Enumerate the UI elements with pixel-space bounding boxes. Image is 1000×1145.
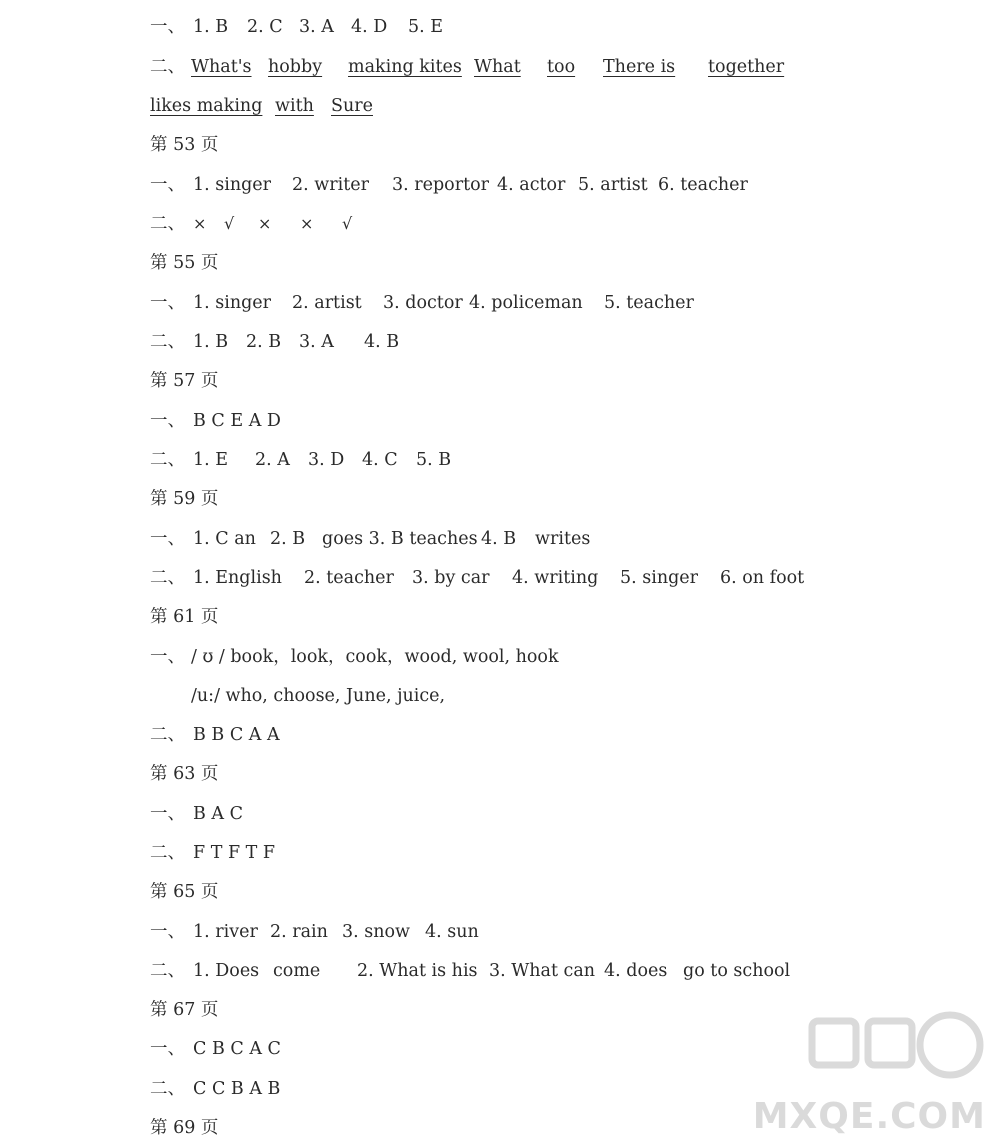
page-number: 第 55 页 <box>150 253 219 273</box>
answer-item: Sure <box>331 96 373 116</box>
cross-mark: × <box>300 214 314 233</box>
page-number: 第 69 页 <box>150 1118 219 1138</box>
page-number: 第 61 页 <box>150 607 219 627</box>
section-label: 二、 <box>150 332 185 352</box>
answer-item: 4. writing <box>512 568 599 588</box>
page-number: 第 63 页 <box>150 764 219 784</box>
answer-item: 5. B <box>416 450 452 470</box>
section-label: 一、 <box>150 922 185 942</box>
cross-mark: × <box>258 214 272 233</box>
answer-item: go to school <box>683 961 791 981</box>
page-number: 第 57 页 <box>150 371 219 391</box>
section-label: 一、 <box>150 529 185 549</box>
answer-item: 2. artist <box>292 293 362 313</box>
page-number: 第 53 页 <box>150 135 219 155</box>
answer-item: 5. teacher <box>604 293 694 313</box>
answer-line <box>0 170 1000 200</box>
answer-item: 1. singer <box>193 293 272 313</box>
answer-item: 6. teacher <box>658 175 748 195</box>
check-mark: √ <box>342 214 353 233</box>
page-number: 第 65 页 <box>150 882 219 902</box>
answer-item: 5. singer <box>620 568 699 588</box>
answer-line <box>0 209 1000 239</box>
answer-item: together <box>708 57 785 77</box>
answer-item: 4. does <box>604 961 668 981</box>
answer-item: 2. B <box>270 529 306 549</box>
answer-line <box>0 799 1000 829</box>
section-label: 二、 <box>150 1079 185 1099</box>
answer-line <box>0 327 1000 357</box>
page-heading <box>0 602 1000 632</box>
section-label: 一、 <box>150 411 185 431</box>
answer-item: 3. by car <box>412 568 490 588</box>
answer-item: 2. C <box>247 17 283 37</box>
answer-item: C B C A C <box>193 1039 281 1059</box>
answer-item: 1. E <box>193 450 229 470</box>
page-heading <box>0 877 1000 907</box>
answer-item: likes making <box>150 96 263 116</box>
answer-item: hobby <box>268 57 323 77</box>
answer-item: 2. A <box>255 450 290 470</box>
check-mark: √ <box>224 214 235 233</box>
section-label: 二、 <box>150 568 185 588</box>
page-heading <box>0 130 1000 160</box>
answer-item: F T F T F <box>193 843 276 863</box>
answer-item: 3. A <box>299 332 334 352</box>
answer-item: 3. A <box>299 17 334 37</box>
answer-line <box>0 12 1000 42</box>
answer-item: 1. singer <box>193 175 272 195</box>
page-heading <box>0 248 1000 278</box>
page-heading <box>0 366 1000 396</box>
answer-item: 6. on foot <box>720 568 805 588</box>
answer-item: B C E A D <box>193 411 281 431</box>
answer-line <box>0 91 1000 121</box>
watermark-domain: MXQE.COM <box>752 1096 986 1137</box>
answer-item: 4. B <box>481 529 517 549</box>
answer-line <box>0 642 1000 672</box>
answer-item: 3. D <box>308 450 345 470</box>
answer-item: /u:/ who, choose, June, juice, <box>191 686 446 706</box>
answer-line <box>0 720 1000 750</box>
answer-item: with <box>275 96 314 116</box>
answer-item: B A C <box>193 804 244 824</box>
page-number: 第 59 页 <box>150 489 219 509</box>
answer-item: 4. B <box>364 332 400 352</box>
answer-line <box>0 917 1000 947</box>
answer-item: 1. English <box>193 568 282 588</box>
answer-item: C C B A B <box>193 1079 281 1099</box>
cross-mark: × <box>193 214 207 233</box>
answer-item: 3. snow <box>342 922 411 942</box>
answer-item: 1. river <box>193 922 258 942</box>
answer-item: making kites <box>348 57 462 77</box>
section-label: 一、 <box>150 647 185 667</box>
answer-item: / ʊ / book，look，cook，wood, wool, hook <box>191 647 559 667</box>
answer-item: 2. teacher <box>304 568 394 588</box>
answer-item: B B C A A <box>193 725 280 745</box>
answer-item: There is <box>603 57 676 77</box>
answer-item: 5. E <box>408 17 444 37</box>
section-label: 二、 <box>150 57 185 77</box>
answer-item: What's <box>191 57 252 77</box>
answer-item: too <box>547 57 576 77</box>
section-label: 一、 <box>150 293 185 313</box>
answer-line <box>0 524 1000 554</box>
page-heading <box>0 484 1000 514</box>
answer-item: 3. reportor <box>392 175 490 195</box>
answer-item: 3. What can <box>489 961 596 981</box>
answer-item: 4. D <box>351 17 388 37</box>
section-label: 一、 <box>150 175 185 195</box>
answer-item: 1. B <box>193 332 229 352</box>
answer-item: 4. C <box>362 450 398 470</box>
answer-item: 4. sun <box>425 922 479 942</box>
section-label: 一、 <box>150 17 185 37</box>
section-label: 二、 <box>150 961 185 981</box>
answer-item: 1. Does <box>193 961 260 981</box>
answer-item: 1. C an <box>193 529 256 549</box>
answer-item: 4. actor <box>497 175 566 195</box>
answer-item: 2. What is his <box>357 961 478 981</box>
answer-line <box>0 52 1000 82</box>
answer-item: 2. B <box>246 332 282 352</box>
answer-line <box>0 563 1000 593</box>
answer-item: What <box>474 57 521 77</box>
answer-line <box>0 445 1000 475</box>
answer-line <box>0 406 1000 436</box>
answer-item: goes 3. B teaches <box>322 529 478 549</box>
section-label: 二、 <box>150 843 185 863</box>
answer-item: come <box>273 961 321 981</box>
page-number: 第 67 页 <box>150 1000 219 1020</box>
page-heading <box>0 759 1000 789</box>
answer-item: 2. writer <box>292 175 369 195</box>
answer-line <box>0 956 1000 986</box>
answer-line <box>0 838 1000 868</box>
section-label: 二、 <box>150 214 185 234</box>
section-label: 二、 <box>150 450 185 470</box>
section-label: 一、 <box>150 804 185 824</box>
answer-item: 3. doctor <box>383 293 463 313</box>
answer-item: 5. artist <box>578 175 648 195</box>
answer-line <box>0 681 1000 711</box>
answer-item: 4. policeman <box>469 293 583 313</box>
answer-item: 1. B <box>193 17 229 37</box>
answer-item: writes <box>535 529 591 549</box>
answer-item: 2. rain <box>270 922 328 942</box>
answer-line <box>0 288 1000 318</box>
section-label: 一、 <box>150 1039 185 1059</box>
section-label: 二、 <box>150 725 185 745</box>
